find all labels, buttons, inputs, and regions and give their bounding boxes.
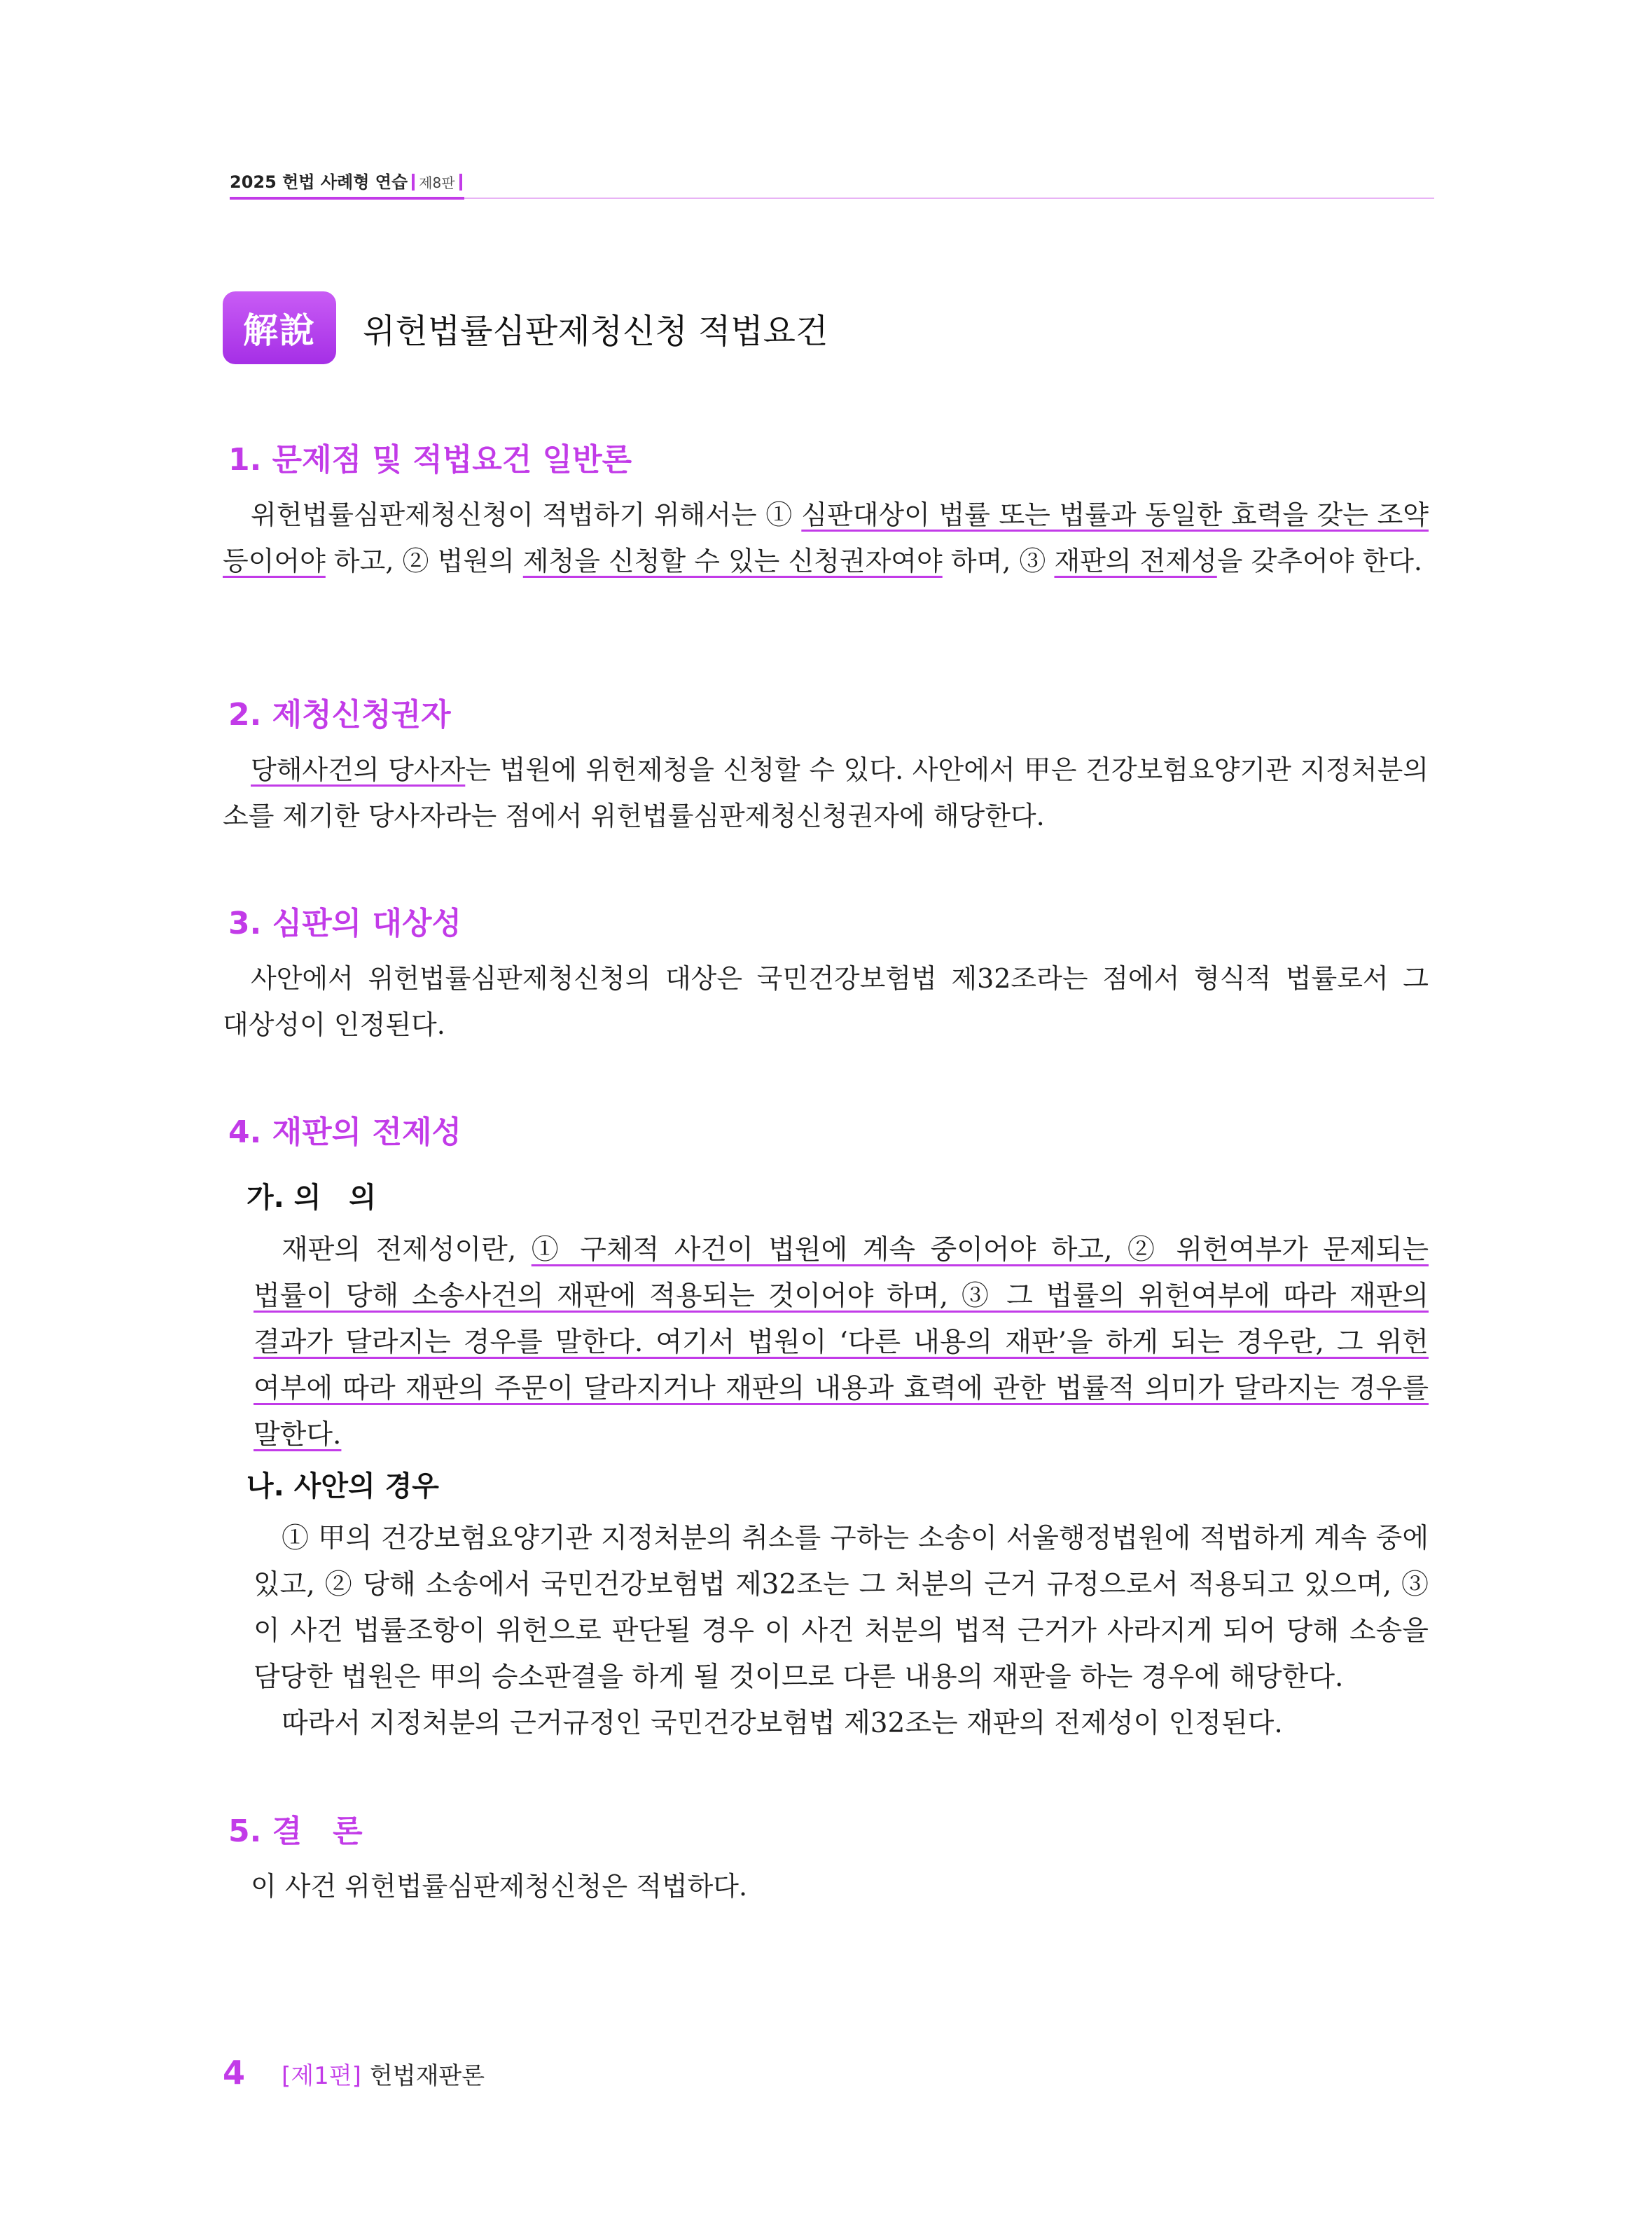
title-block [223, 291, 828, 364]
page-title: 위헌법률심판제청신청 적법요건 [363, 311, 828, 351]
header-divider [459, 174, 462, 191]
paragraph: 위헌법률심판제청신청이 적법하기 위해서는 ① 심판대상이 법률 또는 법률과 동일한 효력을 갖는 조약 등이어야 하고, ② 법원의 제청을 신청할 수 있는 신청권자여야 하며, ③ 재판의 전제성을 갖추어야 한다. [223, 499, 1429, 576]
underlined-phrase: ① 구체적 사건이 법원에 계속 중이어야 하고, ② 위헌여부가 문제되는 법률이 당해 소송사건의 재판에 적용되는 것이어야 하며, ③ 그 법률의 위헌여부에 따라 재판의 결과가 달라지는 경우를 말한다. 여기서 법원이 ‘다른 내용의 재판’을 하게 되는 경우란, 그 위헌 여부에 따라 재판의 주문이 달라지거나 재판의 내용과 효력에 관한 법률적 의미가 달라지는 경우를 말한다. [254, 1234, 1429, 1451]
footer-part-label: [제1편] [282, 2062, 361, 2090]
footer-chapter-title: 헌법재판론 [369, 2062, 485, 2090]
page-footer [223, 2054, 485, 2092]
section-heading: 5. 결 론 [228, 1813, 363, 1849]
underlined-phrase: 심판대상이 법률 또는 법률과 동일한 효력을 갖는 조약 등이어야 [223, 499, 1429, 576]
underlined-phrase: 재판의 전제성 [1054, 546, 1217, 576]
section-heading: 1. 문제점 및 적법요건 일반론 [228, 442, 632, 478]
paragraph: 사안에서 위헌법률심판제청신청의 대상은 국민건강보험법 제32조라는 점에서 형식적 법률로서 그 대상성이 인정된다. [223, 963, 1429, 1040]
paragraph: 재판의 전제성이란, ① 구체적 사건이 법원에 계속 중이어야 하고, ② 위헌여부가 문제되는 법률이 당해 소송사건의 재판에 적용되는 것이어야 하며, ③ 그 법률의 위헌여부에 따라 재판의 결과가 달라지는 경우를 말한다. 여기서 법원이 ‘다른 내용의 재판’을 하게 되는 경우란, 그 위헌 여부에 따라 재판의 주문이 달라지거나 재판의 내용과 효력에 관한 법률적 의미가 달라지는 경우를 말한다. [254, 1234, 1429, 1451]
sub-heading: 나. 사안의 경우 [247, 1470, 439, 1502]
paragraph: 이 사건 위헌법률심판제청신청은 적법하다. [251, 1871, 748, 1902]
paragraph: 따라서 지정처분의 근거규정인 국민건강보험법 제32조는 재판의 전제성이 인정된다. [282, 1708, 1283, 1739]
underlined-phrase: 제청을 신청할 수 있는 신청권자여야 [522, 546, 943, 576]
section-heading: 3. 심판의 대상성 [228, 906, 461, 941]
underlined-phrase: 당해사건의 당사자 [251, 754, 466, 785]
paragraph: 당해사건의 당사자는 법원에 위헌제청을 신청할 수 있다. 사안에서 甲은 건강보험요양기관 지정처분의 소를 제기한 당사자라는 점에서 위헌법률심판제청신청권자에 해당한다. [223, 754, 1429, 831]
section-heading: 2. 제청신청권자 [228, 697, 451, 733]
running-header [230, 168, 1434, 193]
page-number: 4 [223, 2054, 246, 2092]
edition-label: 제8판 [419, 174, 455, 191]
paragraph: ① 甲의 건강보험요양기관 지정처분의 취소를 구하는 소송이 서울행정법원에 적법하게 계속 중에 있고, ② 당해 소송에서 국민건강보험법 제32조는 그 처분의 근거 규정으로서 적용되고 있으며, ③ 이 사건 법률조항이 위헌으로 판단될 경우 이 사건 처분의 법적 근거가 사라지게 되어 당해 소송을 담당한 법원은 甲의 승소판결을 하게 될 것이므로 다른 내용의 재판을 하는 경우에 해당한다. [254, 1523, 1429, 1693]
book-title: 2025 헌법 사례형 연습 [230, 172, 408, 192]
commentary-badge: 解說 [223, 291, 336, 364]
header-text [230, 168, 1434, 193]
section-heading: 4. 재판의 전제성 [228, 1114, 461, 1150]
header-divider [412, 174, 415, 191]
header-rule-accent [230, 197, 464, 200]
sub-heading: 가. 의 의 [247, 1182, 377, 1214]
